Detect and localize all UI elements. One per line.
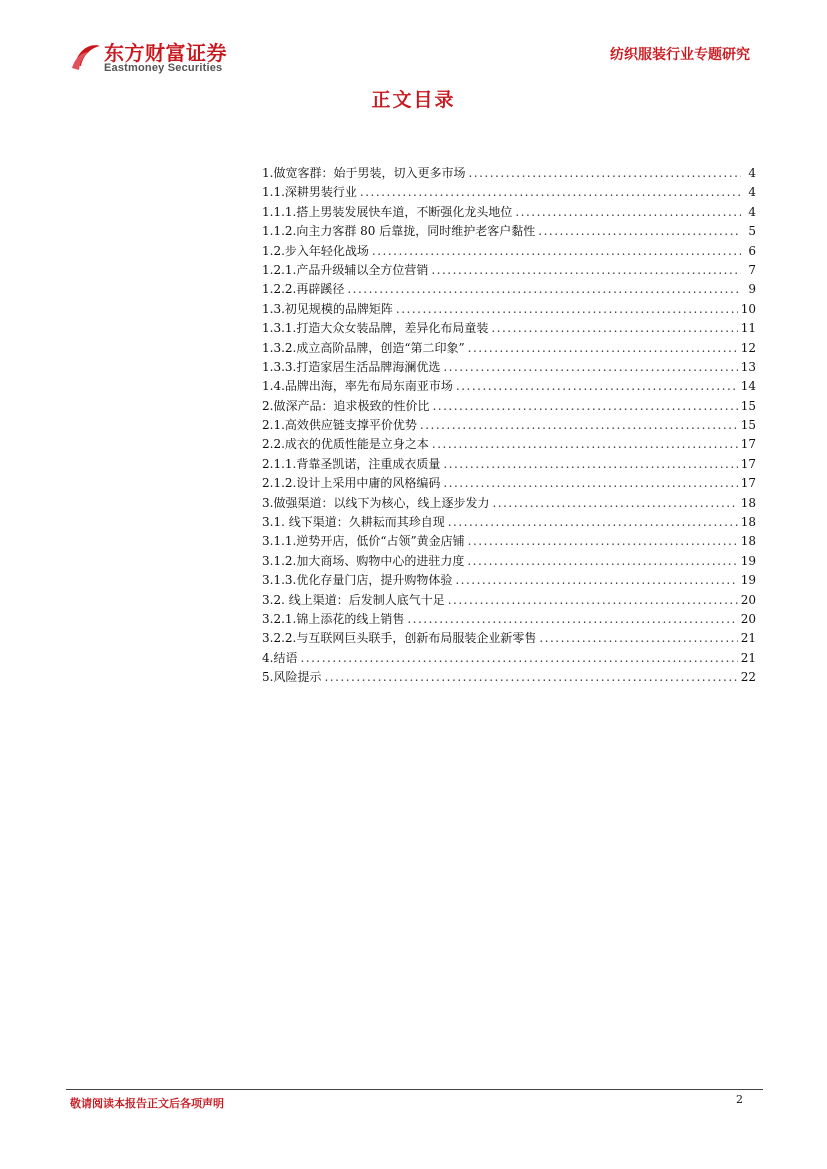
toc-entry-title: 1.3.3.打造家居生活品牌海澜优选 — [262, 359, 441, 374]
toc-dot-leader — [432, 435, 738, 454]
toc-entry-title: 2.1.2.设计上采用中庸的风格编码 — [262, 476, 441, 491]
toc-entry[interactable] — [262, 668, 756, 687]
footer-disclaimer: 敬请阅读本报告正文后各项声明 — [70, 1097, 224, 1110]
toc-dot-leader — [448, 591, 738, 610]
toc-entry[interactable] — [262, 339, 756, 358]
toc-entry-page: 15 — [740, 398, 756, 413]
toc-entry-page: 7 — [748, 262, 756, 277]
toc-dot-leader — [468, 339, 738, 358]
toc-entry-page: 20 — [740, 592, 756, 607]
toc-entry[interactable] — [262, 319, 756, 338]
toc-dot-leader — [455, 571, 737, 590]
toc-entry[interactable] — [262, 164, 756, 183]
toc-dot-leader — [360, 183, 741, 202]
toc-entry[interactable] — [262, 416, 756, 435]
toc-entry[interactable] — [262, 242, 756, 261]
toc-entry-title: 1.1.1.搭上男装发展快车道，不断强化龙头地位 — [262, 204, 513, 219]
toc-entry-title: 4.结语 — [262, 650, 298, 665]
toc-entry-page: 9 — [748, 282, 756, 297]
toc-entry[interactable] — [262, 377, 756, 396]
toc-entry[interactable] — [262, 649, 756, 668]
toc-entry-page: 18 — [740, 534, 756, 549]
toc-entry-page: 21 — [740, 631, 756, 646]
toc-entry-page: 14 — [740, 379, 756, 394]
toc-dot-leader — [431, 261, 741, 280]
toc-heading: 正文目录 — [371, 89, 456, 111]
toc-entry[interactable] — [262, 610, 756, 629]
toc-entry-title: 3.1.2.加大商场、购物中心的进驻力度 — [262, 553, 465, 568]
toc-dot-leader — [324, 668, 737, 687]
toc-entry[interactable] — [262, 261, 756, 280]
toc-entry-page: 17 — [740, 437, 756, 452]
toc-entry[interactable] — [262, 222, 756, 241]
toc-entry-page: 5 — [748, 224, 756, 239]
toc-entry[interactable] — [262, 532, 756, 551]
toc-dot-leader — [492, 494, 737, 513]
toc-entry-title: 1.1.深耕男装行业 — [262, 185, 357, 200]
toc-entry-page: 4 — [748, 185, 756, 200]
toc-entry[interactable] — [262, 435, 756, 454]
toc-entry-page: 17 — [740, 456, 756, 471]
toc-entry-title: 3.2.2.与互联网巨头联手，创新布局服装企业新零售 — [262, 631, 537, 646]
toc-entry-title: 1.3.2.成立高阶品牌，创造“第二印象” — [262, 340, 465, 355]
toc-dot-leader — [456, 377, 738, 396]
toc-dot-leader — [448, 513, 738, 532]
toc-entry[interactable] — [262, 552, 756, 571]
toc-entry-title: 1.3.1.打造大众女装品牌，差异化布局童装 — [262, 321, 489, 336]
toc-entry-page: 17 — [740, 476, 756, 491]
toc-entry-title: 1.2.2.再辟蹊径 — [262, 282, 345, 297]
toc-entry-title: 3.1. 线下渠道：久耕耘而其珍自现 — [262, 515, 445, 530]
toc-entry-title: 2.做深产品：追求极致的性价比 — [262, 398, 430, 413]
logo-chinese-name: 东方财富证券 — [104, 41, 227, 65]
toc-dot-leader — [372, 242, 741, 261]
toc-dot-leader — [467, 552, 737, 571]
toc-dot-leader — [468, 532, 738, 551]
footer-divider — [66, 1089, 763, 1090]
toc-entry-page: 18 — [740, 495, 756, 510]
logo-english-name: Eastmoney Securities — [104, 62, 223, 74]
table-of-contents — [262, 164, 756, 688]
toc-entry-page: 10 — [740, 301, 756, 316]
toc-entry-title: 1.做宽客群：始于男装，切入更多市场 — [262, 166, 466, 180]
toc-entry-title: 1.1.2.向主力客群 80 后靠拢，同时维护老客户黏性 — [262, 224, 536, 239]
toc-entry-title: 5.风险提示 — [262, 670, 322, 685]
report-type-title: 纺织服装行业专题研究 — [610, 47, 750, 63]
toc-entry-title: 3.1.1.逆势开店，低价“占领”黄金店铺 — [262, 534, 465, 549]
toc-entry-title: 1.3.初见规模的品牌矩阵 — [262, 301, 393, 316]
toc-entry-title: 1.2.1.产品升级辅以全方位营销 — [262, 262, 429, 277]
toc-entry[interactable] — [262, 397, 756, 416]
toc-entry-page: 13 — [740, 359, 756, 374]
toc-entry[interactable] — [262, 300, 756, 319]
toc-entry-page: 11 — [740, 321, 756, 336]
toc-entry[interactable] — [262, 494, 756, 513]
toc-entry[interactable] — [262, 183, 756, 202]
toc-entry-page: 12 — [740, 340, 756, 355]
toc-dot-leader — [432, 397, 737, 416]
toc-entry-title: 2.2.成衣的优质性能是立身之本 — [262, 437, 429, 452]
toc-entry-page: 20 — [740, 611, 756, 626]
eastmoney-logo-icon — [70, 40, 102, 72]
toc-dot-leader — [515, 203, 741, 222]
toc-entry-page: 18 — [740, 515, 756, 530]
page-number: 2 — [736, 1093, 743, 1106]
toc-dot-leader — [407, 610, 737, 629]
toc-entry-page: 15 — [740, 418, 756, 433]
toc-entry[interactable] — [262, 280, 756, 299]
toc-entry-title: 3.2. 线上渠道：后发制人底气十足 — [262, 592, 445, 607]
toc-entry[interactable] — [262, 629, 756, 648]
toc-entry[interactable] — [262, 455, 756, 474]
toc-entry-title: 3.1.3.优化存量门店，提升购物体验 — [262, 573, 453, 588]
toc-dot-leader — [443, 474, 737, 493]
toc-dot-leader — [396, 300, 738, 319]
toc-dot-leader — [347, 280, 741, 299]
toc-entry-title: 2.1.高效供应链支撑平价优势 — [262, 418, 417, 433]
toc-entry[interactable] — [262, 474, 756, 493]
toc-entry[interactable] — [262, 571, 756, 590]
toc-entry-title: 1.2.步入年轻化战场 — [262, 243, 369, 258]
toc-entry-page: 19 — [740, 553, 756, 568]
toc-entry-page: 6 — [748, 243, 756, 258]
toc-entry[interactable] — [262, 358, 756, 377]
toc-entry-page: 21 — [740, 650, 756, 665]
toc-entry[interactable] — [262, 513, 756, 532]
company-logo — [66, 36, 246, 80]
toc-entry-page: 19 — [740, 573, 756, 588]
toc-entry-title: 3.2.1.锦上添花的线上销售 — [262, 611, 405, 626]
toc-dot-leader — [300, 649, 737, 668]
toc-entry-title: 2.1.1.背靠圣凯诺，注重成衣质量 — [262, 456, 441, 471]
toc-entry-title: 3.做强渠道：以线下为核心，线上逐步发力 — [262, 495, 490, 510]
toc-entry[interactable] — [262, 203, 756, 222]
toc-entry-page: 4 — [748, 204, 756, 219]
toc-entry[interactable] — [262, 591, 756, 610]
toc-dot-leader — [443, 358, 737, 377]
toc-dot-leader — [443, 455, 737, 474]
toc-dot-leader — [538, 222, 741, 241]
toc-entry-title: 1.4.品牌出海，率先布局东南亚市场 — [262, 379, 453, 394]
toc-dot-leader — [468, 164, 741, 183]
toc-dot-leader — [491, 319, 737, 338]
toc-entry-page: 4 — [748, 166, 756, 180]
toc-dot-leader — [420, 416, 738, 435]
toc-entry-page: 22 — [740, 670, 756, 685]
toc-dot-leader — [539, 629, 737, 648]
